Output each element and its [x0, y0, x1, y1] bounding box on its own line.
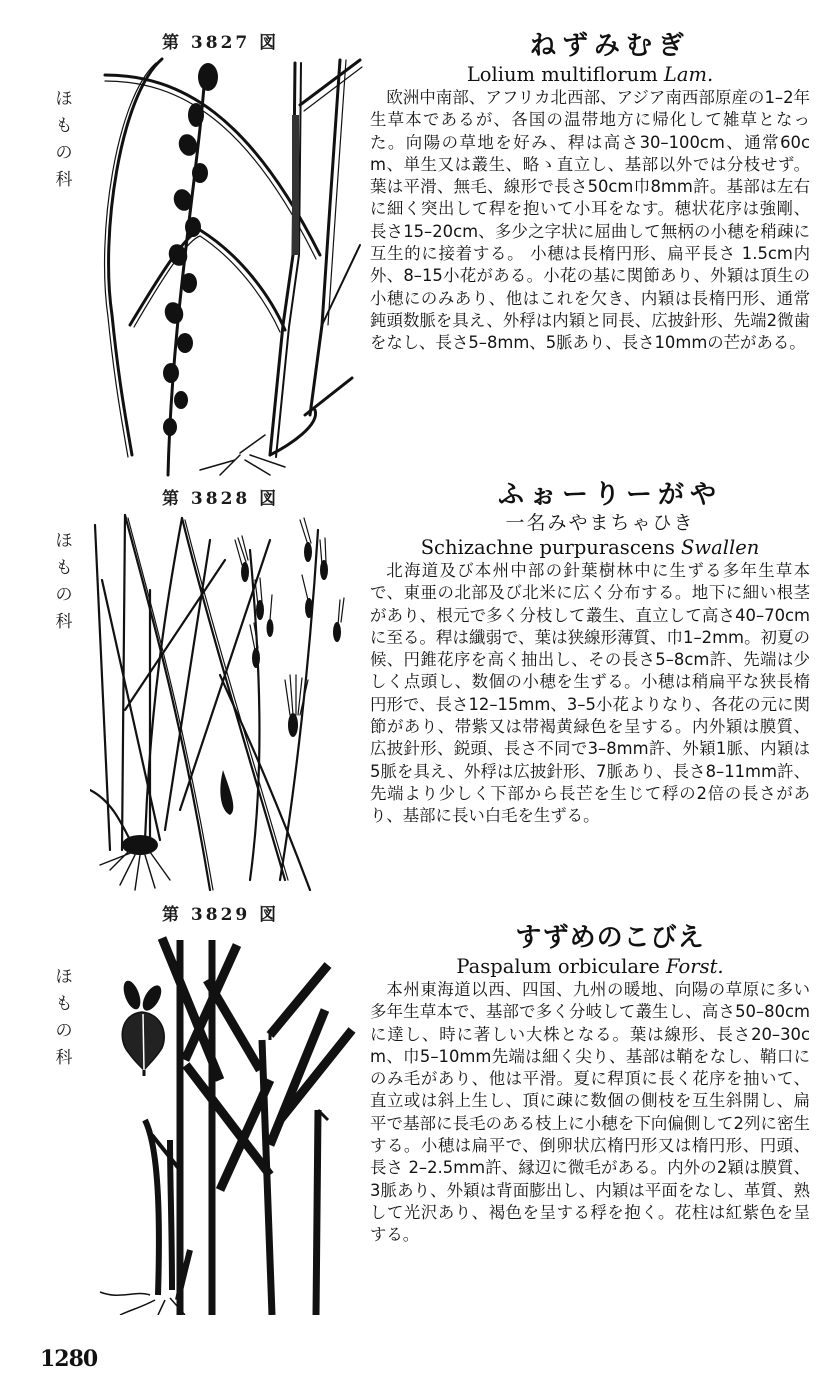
entry-paspalum-orbiculare: [370, 922, 810, 1247]
entry-lolium-multiflorum: [370, 30, 810, 355]
author-name: Forst.: [666, 955, 724, 978]
family-label: ほ も の 科: [55, 531, 73, 632]
alternate-name: 一名みやまちゃひき: [505, 512, 695, 534]
japanese-name: ふぉーりーがや: [497, 480, 722, 510]
schizachne-illustration-icon: [90, 510, 360, 905]
description: 欧洲中南部、アフリカ北西部、アジア南西部原産の1–2年生草本であるが、各国の温帯地方に帰化して雑草となった。向陽の草地を好み、稈は高さ30–100cm、通常60cm、単生又は叢生、略ゝ直立し、基部以外では分枝せず。葉は平滑、無毛、線形で長さ50cm巾8mm許。基部は左右に細く突出して稈を抱いて小耳をなす。穂状花序は強剛、長さ15–20cm、多少之字状に屈曲して無柄の小穂を稍疎に互生的に接着する。 小穂は長楕円形、扁平長さ 1.5cm内外、8–15小花がある。小花の基に関節あり、外穎は頂生の小穂にのみあり、他はこれを欠き、内穎は長楕円形、通常鈍頭数脈を具え、外稃は内穎と同長、広披針形、先端2微歯をなし、長さ5–8mm、5脈あり、長さ10mmの芒がある。: [370, 88, 810, 353]
family-label: ほ も の 科: [55, 89, 73, 190]
scientific-name: Paspalum orbiculare Forst.: [456, 955, 724, 978]
scientific-name: Schizachne purpurascens Swallen: [420, 536, 760, 559]
japanese-name: ねずみむぎ: [529, 31, 690, 61]
author-name: Swallen: [681, 536, 760, 559]
page-number: 1280: [40, 1346, 98, 1372]
author-name: Lam.: [663, 63, 714, 86]
figure-label-3829: 第 3829 図: [162, 905, 280, 925]
scientific-name: Lolium multiflorum Lam.: [466, 63, 714, 86]
paspalum-illustration-icon: [90, 930, 360, 1315]
family-label: ほ も の 科: [55, 967, 73, 1068]
entry-schizachne-purpurascens: [370, 479, 810, 828]
figure-label-3828: 第 3828 図: [162, 489, 280, 509]
japanese-name: すずめのこびえ: [515, 923, 705, 953]
lolium-illustration-icon: [90, 55, 370, 480]
figure-label-3827: 第 3827 図: [162, 33, 280, 53]
description: 北海道及び本州中部の針葉樹林中に生ずる多年生草本で、東亜の北部及び北米に広く分布する。地下に細い根茎があり、根元で多く分枝して叢生、直立して高さ40–70cmに至る。稈は纖弱で、葉は狭線形薄質、巾1–2mm。初夏の候、円錐花序を高く抽出し、その長さ5–8cm許、先端は少しく点頭し、数個の小穂を生ずる。小穂は稍扁平な狭長楕円形で、長さ12–15mm、3–5小花よりなり、各花の元に関節があり、帯紫又は帯褐黄緑色を呈する。内外穎は膜質、広披針形、鋭頭、長さ不同で3–8mm許、外穎1脈、内穎は5脈を具え、外稃は広披針形、7脈あり、長さ8–11mm許、先端より少しく下部から長芒を生じて稃の2倍の長さがあり、基部に長い白毛を生ずる。: [370, 561, 810, 826]
description: 本州東海道以西、四国、九州の暖地、向陽の草原に多い多年生草本で、基部で多く分岐して叢生し、高さ50–80cmに達し、時に著しい大株となる。葉は線形、長さ20–30cm、巾5–10mm先端は細く尖り、基部は鞘をなし、鞘口にのみ毛があり、他は平滑。夏に稈頂に長く花序を抽いて、直立或は斜上生し、頂に疎に数個の側枝を互生斜開し、扁平で基部に長毛のある枝上に小穂を下向偏側して2列に密生する。小穂は扁平で、倒卵状広楕円形又は楕円形、円頭、長さ 2–2.5mm許、縁辺に微毛がある。内外の2穎は膜質、3脈あり、外穎は背面膨出し、内穎は平面をなし、革質、熟して光沢あり、褐色を呈する稃を抱く。花柱は紅紫色を呈する。: [370, 980, 810, 1245]
